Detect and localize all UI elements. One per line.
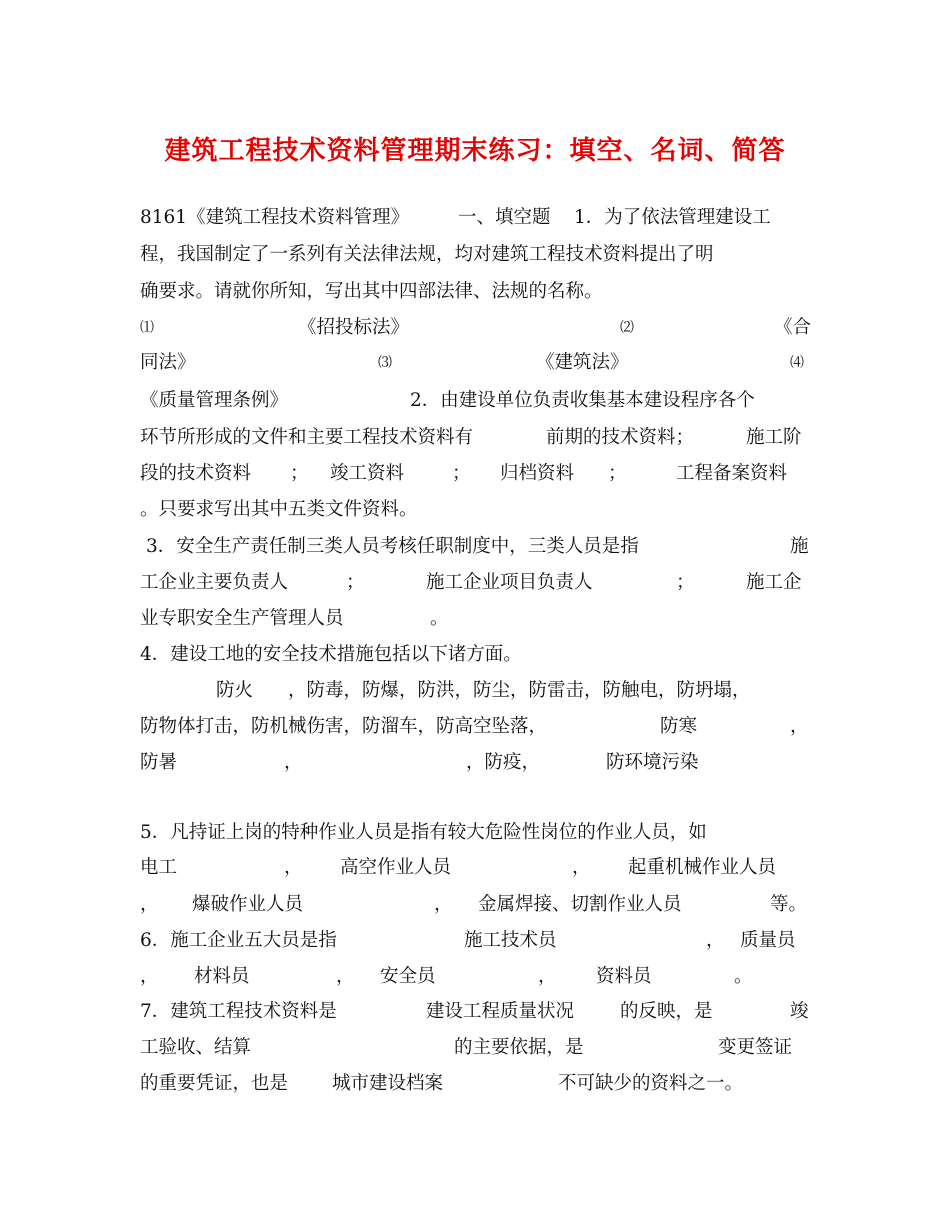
answer-text: 防物体打击，防机械伤害，防溜车，防高空坠落， xyxy=(140,716,548,737)
answer-text: 施工企业项目负责人 xyxy=(426,572,593,593)
separator-text: ， xyxy=(434,894,453,915)
document-title: 建筑工程技术资料管理期末练习：填空、名词、简答 xyxy=(164,136,786,166)
separator-text: 。 xyxy=(430,608,449,629)
list-marker: ⑶ xyxy=(378,355,392,371)
text-line xyxy=(140,962,810,992)
separator-text: ； xyxy=(290,463,309,484)
answer-text: 高空作业人员 xyxy=(340,857,452,878)
separator-text: ， xyxy=(140,966,159,987)
text-line xyxy=(140,568,810,598)
text-line xyxy=(140,712,810,742)
answer-text: ，防疫， xyxy=(466,752,541,773)
answer-text: 质量员 xyxy=(740,930,796,951)
separator-text: ， xyxy=(140,894,159,915)
answer-text: 施工阶 xyxy=(746,427,802,448)
text-line xyxy=(140,348,810,378)
text-line xyxy=(140,853,810,883)
list-marker: ⑵ xyxy=(620,320,634,336)
separator-text: ； xyxy=(608,463,627,484)
separator-text: ， xyxy=(790,716,809,737)
separator-text: ， xyxy=(706,930,725,951)
question-text: 3．安全生产责任制三类人员考核任职制度中，三类人员是指 xyxy=(146,536,639,557)
section-heading: 一、填空题 xyxy=(458,207,551,228)
text-line xyxy=(140,1033,810,1063)
answer-text: 施工企 xyxy=(746,572,802,593)
answer-text: 施工技术员 xyxy=(464,930,557,951)
question-text: 的反映，是 xyxy=(620,1001,713,1022)
text-line xyxy=(140,604,810,634)
separator-text: ， xyxy=(336,966,355,987)
text-line xyxy=(140,459,810,489)
separator-text: ； xyxy=(346,572,365,593)
answer-text: 电工 xyxy=(140,857,178,878)
answer-text: 变更签证 xyxy=(718,1037,793,1058)
answer-text: 竣 xyxy=(790,1001,809,1022)
answer-text: 资料员 xyxy=(596,966,652,987)
separator-text: ， xyxy=(284,857,303,878)
text-line xyxy=(140,748,810,778)
answer-text: 起重机械作业人员 xyxy=(628,857,777,878)
answer-text: 爆破作业人员 xyxy=(192,894,304,915)
answer-text: 竣工资料 xyxy=(330,463,405,484)
answer-text: 金属焊接、切割作业人员 xyxy=(478,894,682,915)
text-line xyxy=(140,386,810,416)
question-text: 的主要依据，是 xyxy=(454,1037,584,1058)
answer-text: 前期的技术资料； xyxy=(546,427,695,448)
separator-text: ； xyxy=(676,572,695,593)
text-line xyxy=(140,203,810,233)
separator-text: ， xyxy=(538,966,557,987)
answer-text: ，防毒，防爆，防洪，防尘，防雷击，防触电，防坍塌， xyxy=(288,680,751,701)
text-line xyxy=(140,676,810,706)
text-line xyxy=(140,313,810,343)
answer-text: 防寒 xyxy=(660,716,698,737)
answer-text: 工程备案资料 xyxy=(676,463,788,484)
text-line xyxy=(140,997,810,1027)
separator-text: 。 xyxy=(734,966,753,987)
answer-text: 业专职安全生产管理人员 xyxy=(140,608,344,629)
question-text: 1．为了依法管理建设工 xyxy=(574,207,771,228)
question-text: 2．由建设单位负责收集基本建设程序各个 xyxy=(410,390,755,411)
answer-text: 建设工程质量状况 xyxy=(426,1001,575,1022)
answer-text: 归档资料 xyxy=(500,463,575,484)
question-text: 的重要凭证，也是 xyxy=(140,1073,289,1094)
answer-text: 工企业主要负责人 xyxy=(140,572,289,593)
answer-text: 防火 xyxy=(216,680,254,701)
text-line xyxy=(140,1069,810,1099)
list-marker: ⑷ xyxy=(790,355,804,371)
question-text: 不可缺少的资料之一。 xyxy=(558,1073,744,1094)
text-line: 程，我国制定了一系列有关法律法规，均对建筑工程技术资料提出了明 xyxy=(140,244,714,265)
text-line xyxy=(140,423,810,453)
answer-text: 城市建设档案 xyxy=(332,1073,444,1094)
course-title: 8161《建筑工程技术资料管理》 xyxy=(140,207,410,228)
question-text: 环节所形成的文件和主要工程技术资料有 xyxy=(140,427,474,448)
answer-text: 等。 xyxy=(770,894,808,915)
text-line: 。只要求写出其中五类文件资料。 xyxy=(140,499,418,520)
answer-text: 防环境污染 xyxy=(606,752,699,773)
answer-text: 《质量管理条例》 xyxy=(140,390,289,411)
answer-text: 《合 xyxy=(774,317,812,338)
answer-text: 安全员 xyxy=(380,966,436,987)
list-marker: ⑴ xyxy=(140,320,154,336)
answer-text: 同法》 xyxy=(140,352,196,373)
answer-text: 防暑 xyxy=(140,752,178,773)
answer-text: 段的技术资料 xyxy=(140,463,252,484)
text-line xyxy=(140,926,810,956)
text-line: 确要求。请就你所知，写出其中四部法律、法规的名称。 xyxy=(140,281,603,302)
question-text: 6．施工企业五大员是指 xyxy=(140,930,337,951)
question-text: 7．建筑工程技术资料是 xyxy=(140,1001,337,1022)
answer-text: 《建筑法》 xyxy=(536,352,629,373)
answer-text: 《招投标法》 xyxy=(298,317,410,338)
answer-text: 施 xyxy=(790,536,809,557)
text-line xyxy=(140,890,810,920)
answer-text: 材料员 xyxy=(194,966,250,987)
answer-text: 工验收、结算 xyxy=(140,1037,252,1058)
separator-text: ， xyxy=(572,857,591,878)
text-line: 4．建设工地的安全技术措施包括以下诸方面。 xyxy=(140,644,522,665)
text-line xyxy=(140,532,810,562)
text-line: 5．凡持证上岗的特种作业人员是指有较大危险性岗位的作业人员，如 xyxy=(140,822,707,843)
separator-text: ； xyxy=(452,463,471,484)
separator-text: ， xyxy=(284,752,303,773)
